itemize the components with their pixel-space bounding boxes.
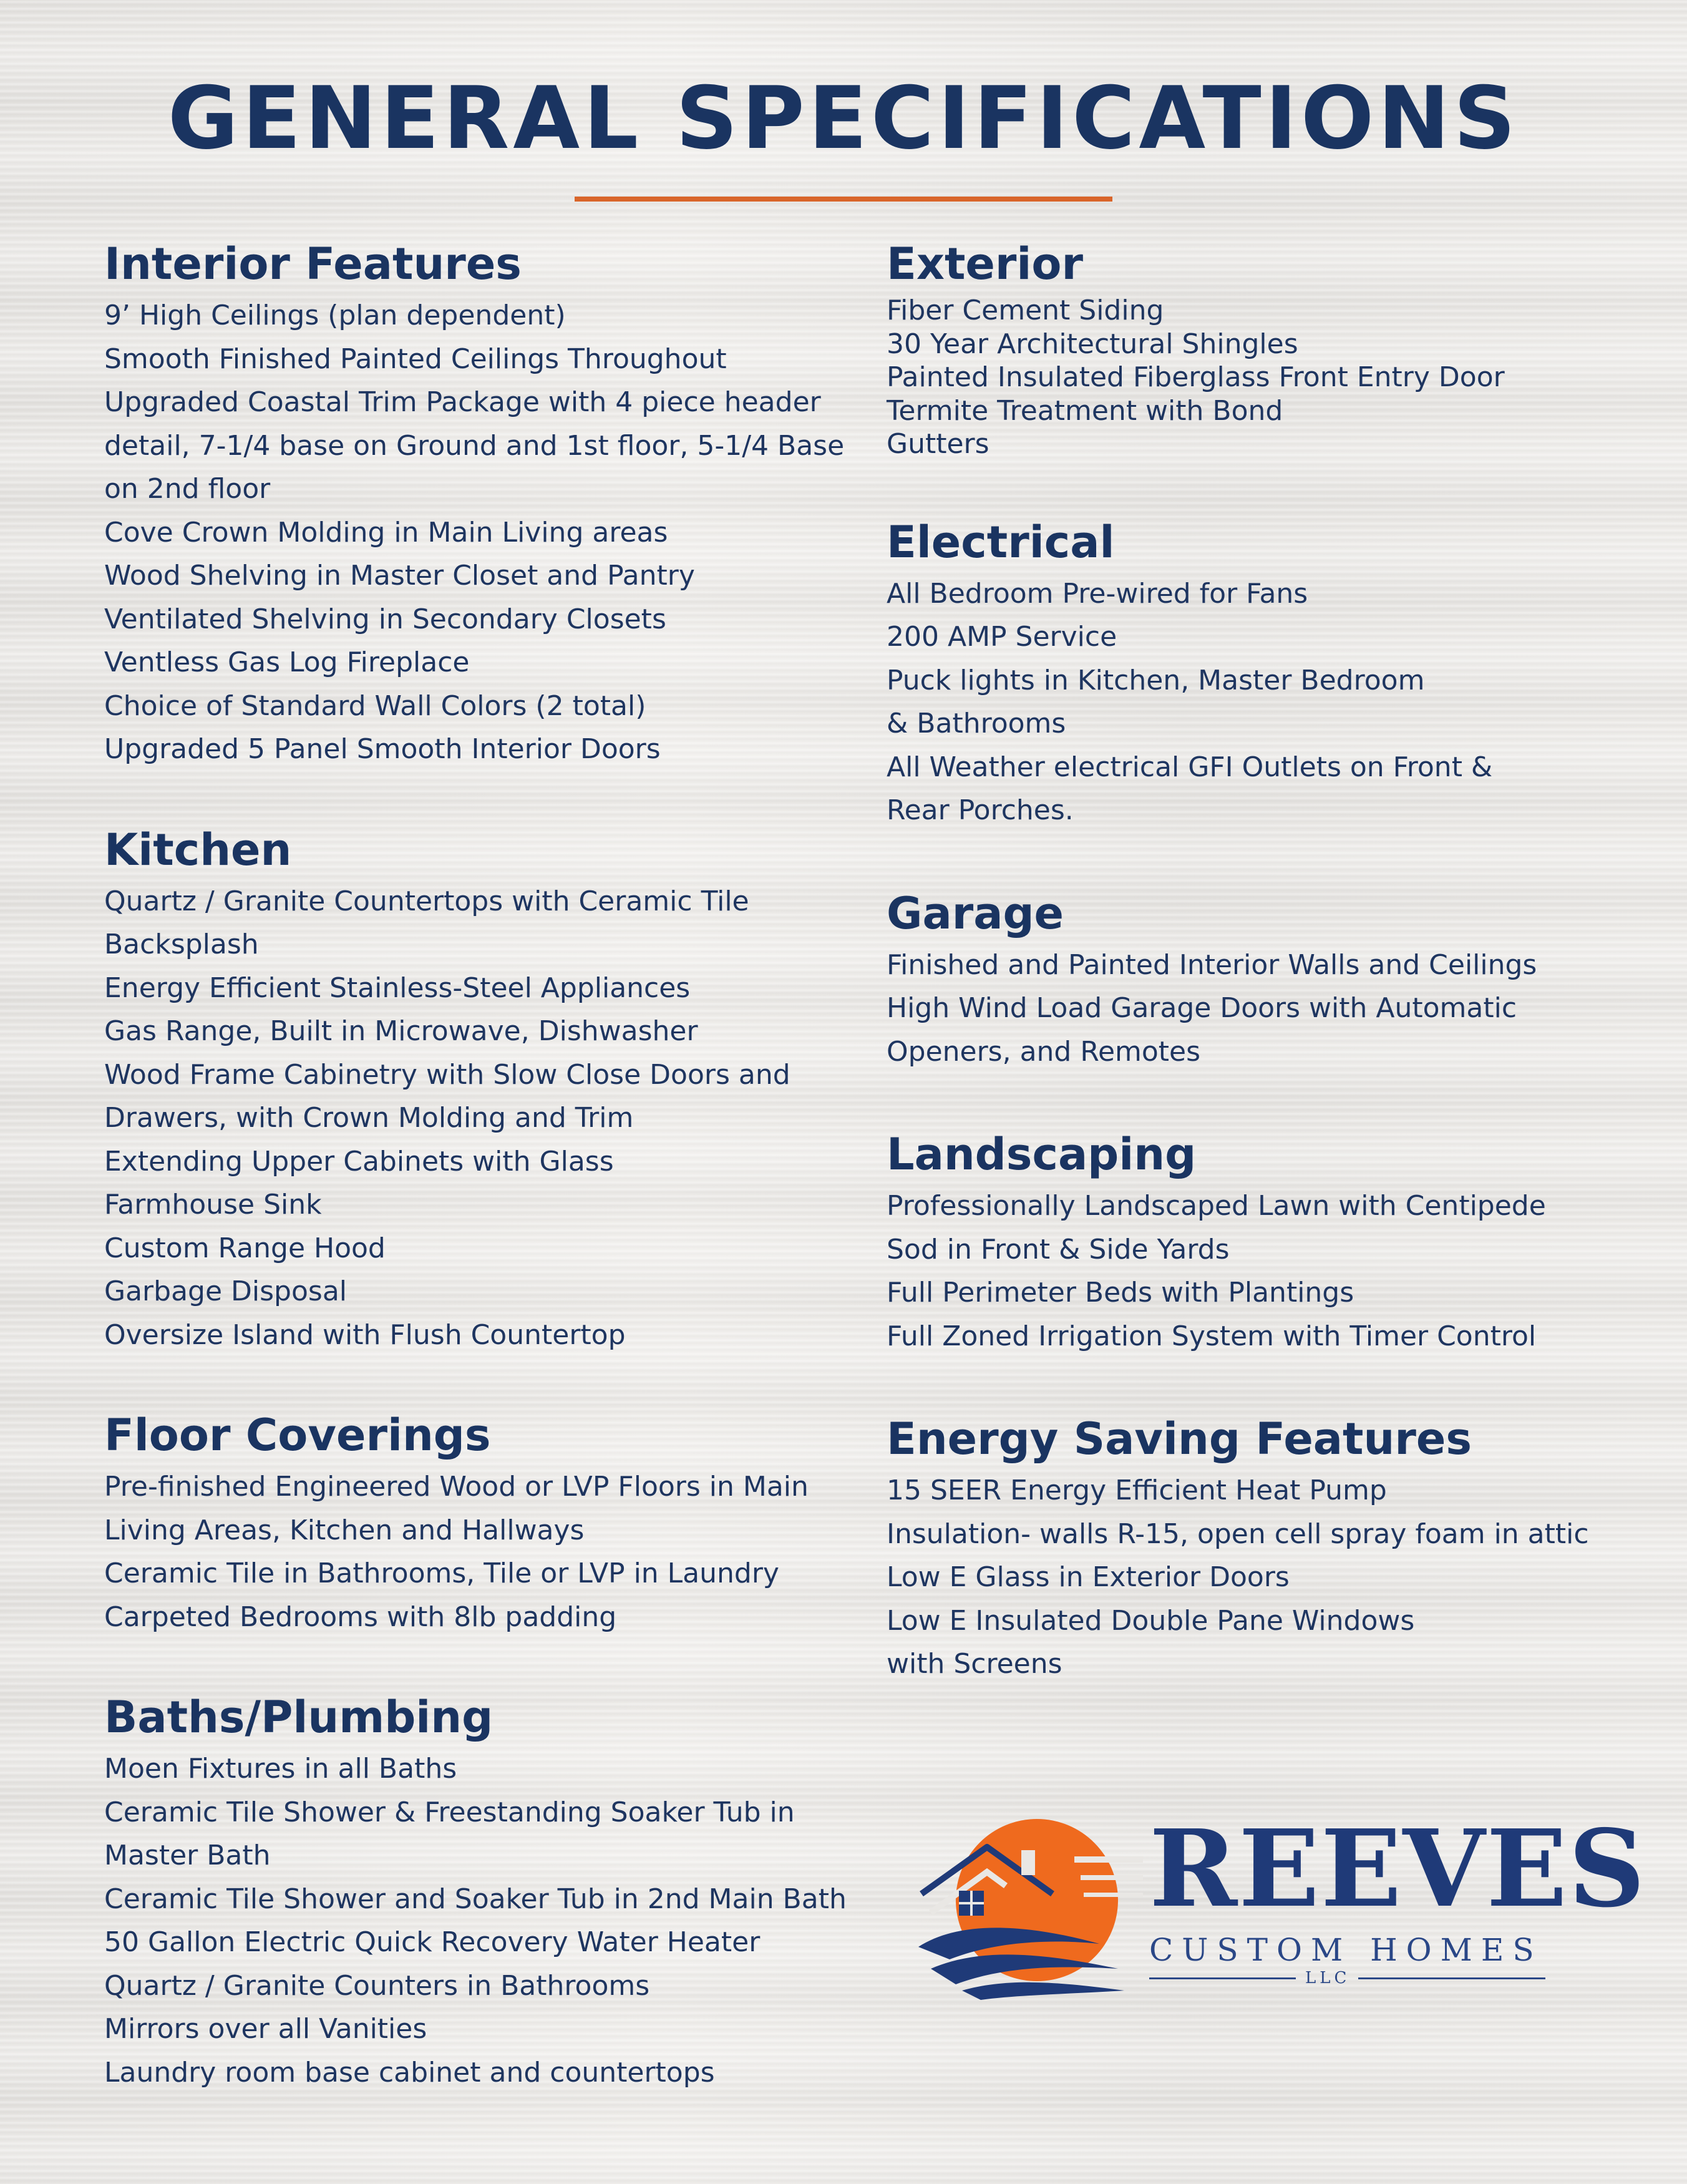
logo-wordmark: REEVES [1149,1806,1646,1931]
section-garage [887,884,1635,1074]
section-heading: Kitchen [104,824,292,875]
spec-item: Oversize Island with Flush Countertop [104,1319,626,1351]
section-baths-plumbing [104,1687,865,2094]
spec-item: Upgraded Coastal Trim Package with 4 piece header [104,386,821,418]
logo-subtitle: CUSTOM HOMES [1149,1932,1543,1968]
section-heading: Garage [887,887,1064,939]
spec-item: 200 AMP Service [887,621,1117,653]
spec-item: with Screens [887,1648,1062,1680]
section-kitchen [104,820,865,1357]
left-column [104,234,865,2094]
section-exterior [887,234,1635,461]
spec-item: Sod in Front & Side Yards [887,1233,1230,1265]
spec-item: Living Areas, Kitchen and Hallways [104,1514,585,1546]
spec-item: on 2nd floor [104,473,271,505]
spec-item: Master Bath [104,1840,271,1871]
spec-list [887,1184,1635,1358]
spec-item: All Weather electrical GFI Outlets on Front & [887,751,1493,783]
spec-item: Custom Range Hood [104,1232,386,1264]
spec-list [887,572,1635,832]
spec-list [104,1747,865,2094]
spec-item: Ventless Gas Log Fireplace [104,646,470,678]
spec-item: Backsplash [104,929,259,960]
spec-item: High Wind Load Garage Doors with Automatic [887,992,1517,1024]
section-heading: Landscaping [887,1129,1197,1180]
logo-suffix: LLC [1305,1969,1351,1987]
spec-item: Ceramic Tile Shower and Soaker Tub in 2nd Main Bath [104,1883,847,1915]
section-interior-features [104,234,865,771]
section-heading: Floor Coverings [104,1410,491,1461]
spec-item: Ventilated Shelving in Secondary Closets [104,603,666,635]
page-title: GENERAL SPECIFICATIONS [167,68,1520,168]
spec-item: Finished and Painted Interior Walls and Ceilings [887,948,1537,981]
spec-list [887,294,1635,461]
section-electrical [887,512,1635,832]
spec-item: Energy Efficient Stainless-Steel Appliances [104,972,691,1004]
spec-item: Carpeted Bedrooms with 8lb padding [104,1601,617,1633]
logo-rule-left [1149,1977,1296,1979]
spec-item: Cove Crown Molding in Main Living areas [104,516,668,548]
spec-item: Drawers, with Crown Molding and Trim [104,1102,634,1134]
spec-item: Smooth Finished Painted Ceilings Throughout [104,343,727,375]
spec-list [104,1465,865,1639]
spec-item: Low E Glass in Exterior Doors [887,1561,1290,1593]
spec-item: Quartz / Granite Countertops with Ceramic Tile [104,885,749,917]
section-heading: Energy Saving Features [887,1413,1472,1465]
spec-item: 15 SEER Energy Efficient Heat Pump [887,1475,1387,1506]
spec-item: Garbage Disposal [104,1275,348,1307]
spec-item: Fiber Cement Siding [887,295,1164,326]
spec-item: Professionally Landscaped Lawn with Centipede [887,1190,1546,1222]
section-landscaping [887,1124,1635,1358]
title-divider [575,197,1112,202]
spec-item: Full Perimeter Beds with Plantings [887,1277,1354,1309]
spec-item: Laundry room base cabinet and countertops [104,2056,715,2089]
spec-item: Termite Treatment with Bond [887,394,1283,427]
spec-item: Wood Frame Cabinetry with Slow Close Doors and [104,1058,790,1091]
spec-item: Moen Fixtures in all Baths [104,1753,457,1785]
spec-item: Pre-finished Engineered Wood or LVP Floors in Main [104,1471,809,1503]
spec-item: Low E Insulated Double Pane Windows [887,1604,1415,1637]
spec-item: Choice of Standard Wall Colors (2 total) [104,690,646,722]
spec-item: Insulation- walls R-15, open cell spray foam in attic [887,1518,1589,1550]
company-logo [912,1806,1646,2000]
section-heading: Electrical [887,516,1115,568]
spec-list [887,943,1635,1074]
spec-item: Extending Upper Cabinets with Glass [104,1145,614,1177]
spec-item: Quartz / Granite Counters in Bathrooms [104,1969,650,2002]
spec-item: Upgraded 5 Panel Smooth Interior Doors [104,733,661,765]
spec-item: Ceramic Tile in Bathrooms, Tile or LVP in Laundry [104,1558,779,1589]
spec-item: All Bedroom Pre-wired for Fans [887,577,1308,610]
spec-list [104,880,865,1357]
spec-item: Mirrors over all Vanities [104,2013,427,2045]
spec-item: 50 Gallon Electric Quick Recovery Water Heater [104,1926,761,1958]
spec-item: 9’ High Ceilings (plan dependent) [104,300,566,331]
spec-item: 30 Year Architectural Shingles [887,328,1298,360]
spec-item: detail, 7-1/4 base on Ground and 1st floor, 5-1/4 Base [104,429,845,462]
spec-item: Rear Porches. [887,794,1074,826]
right-column [887,234,1635,1686]
spec-item: Puck lights in Kitchen, Master Bedroom [887,664,1425,696]
section-energy-saving [887,1409,1635,1686]
section-heading: Baths/Plumbing [104,1692,493,1743]
spec-list [887,1469,1635,1686]
section-heading: Interior Features [104,238,522,290]
spec-item: Ceramic Tile Shower & Freestanding Soaker Tub in [104,1796,795,1828]
spec-list [104,294,865,771]
house-sun-wave-icon [912,1813,1143,2000]
logo-rule-right [1358,1977,1545,1979]
spec-item: Farmhouse Sink [104,1189,322,1221]
spec-item: Wood Shelving in Master Closet and Pantry [104,560,695,592]
spec-item: Gas Range, Built in Microwave, Dishwasher [104,1015,698,1047]
section-heading: Exterior [887,238,1084,290]
spec-item: Gutters [887,428,989,460]
spec-item: Full Zoned Irrigation System with Timer Control [887,1320,1537,1352]
spec-item: Painted Insulated Fiberglass Front Entry Door [887,361,1505,393]
section-floor-coverings [104,1405,865,1639]
spec-item: & Bathrooms [887,708,1066,739]
spec-item: Openers, and Remotes [887,1035,1201,1068]
